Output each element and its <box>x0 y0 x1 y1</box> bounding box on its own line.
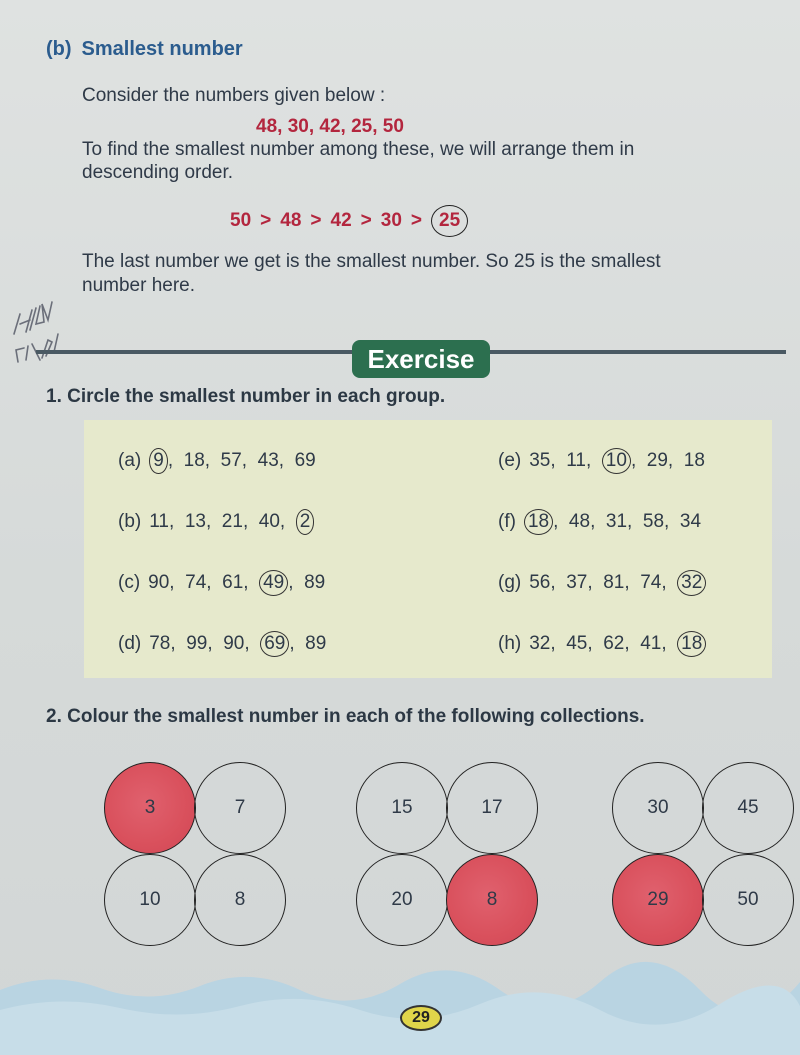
exercise-badge: Exercise <box>352 340 490 378</box>
group-number: 21 <box>221 511 243 532</box>
group-number: 43 <box>257 450 279 471</box>
group-item <box>118 450 316 472</box>
greater-than-sign: > <box>310 210 322 231</box>
group-number: 99 <box>186 633 208 654</box>
circle-number: 15 <box>391 797 413 818</box>
explain-line-2: descending order. <box>82 162 234 183</box>
greater-than-sign: > <box>260 210 272 231</box>
circle-number: 7 <box>234 797 246 818</box>
comma: , <box>206 572 223 593</box>
order-number: 50 <box>230 210 252 231</box>
footer-wave <box>0 960 800 1055</box>
group-number: 31 <box>605 511 628 532</box>
group-label: (h) <box>498 633 522 654</box>
number-circle <box>194 854 286 946</box>
order-number: 42 <box>330 210 352 231</box>
coloured-number-circle <box>612 854 704 946</box>
group-label: (g) <box>498 572 522 593</box>
circle-number: 20 <box>391 889 413 910</box>
number-circle <box>446 762 538 854</box>
circle-number: 3 <box>144 797 156 818</box>
handwritten-note-text: H/W 5/7/21 <box>6 300 12 301</box>
comma: , <box>278 450 295 471</box>
group-item <box>118 511 314 533</box>
question-1: 1. Circle the smallest number in each group. <box>46 386 446 407</box>
comma: , <box>550 633 567 654</box>
comma: , <box>244 633 261 654</box>
group-label: (d) <box>118 633 142 654</box>
comma: , <box>289 633 306 654</box>
section-title: Smallest number <box>81 38 243 60</box>
comma: , <box>667 450 684 471</box>
smallest-circled-number: 25 <box>431 205 468 237</box>
group-number: 48 <box>568 511 591 532</box>
group-item <box>118 633 326 655</box>
circle-number: 10 <box>139 889 161 910</box>
group-number: 34 <box>679 511 702 532</box>
circle-number: 30 <box>647 797 669 818</box>
group-number: 18 <box>683 450 705 471</box>
comma: , <box>587 633 604 654</box>
comma: , <box>661 572 678 593</box>
group-number: 11 <box>149 511 169 532</box>
circled-number: 32 <box>677 570 706 596</box>
group-label: (e) <box>498 450 522 471</box>
intro-text: Consider the numbers given below : <box>82 85 386 106</box>
number-circle <box>356 854 448 946</box>
coloured-number-circle <box>446 854 538 946</box>
group-number: 57 <box>220 450 242 471</box>
number-circle <box>104 854 196 946</box>
circle-number: 29 <box>647 889 669 910</box>
comma: , <box>664 511 680 532</box>
group-item <box>498 450 705 472</box>
section-label: (b) <box>46 38 72 60</box>
coloured-number-circle <box>104 762 196 854</box>
circle-number: 17 <box>481 797 503 818</box>
group-number: 81 <box>603 572 625 593</box>
group-label: (c) <box>118 572 141 593</box>
comma: , <box>550 572 567 593</box>
group-number: 56 <box>529 572 551 593</box>
group-number: 45 <box>566 633 588 654</box>
circled-number: 18 <box>677 631 706 657</box>
page-number: 29 <box>400 1005 442 1031</box>
group-item <box>498 511 701 533</box>
order-number: 48 <box>280 210 302 231</box>
explain-line-1: To find the smallest number among these, we will arrange them in <box>82 139 635 160</box>
comma: , <box>242 511 259 532</box>
group-number: 74 <box>640 572 662 593</box>
greater-than-sign: > <box>360 210 372 231</box>
comma: , <box>624 572 641 593</box>
comma: , <box>207 633 224 654</box>
circle-number: 45 <box>737 797 759 818</box>
group-number: 89 <box>305 633 327 654</box>
comma: , <box>204 450 221 471</box>
group-item <box>498 633 706 655</box>
circle-number: 50 <box>737 889 759 910</box>
group-number: 13 <box>184 511 206 532</box>
group-number: 29 <box>646 450 668 471</box>
circled-number: 69 <box>260 631 289 657</box>
group-label: (a) <box>118 450 142 471</box>
circled-number: 9 <box>149 448 168 474</box>
group-number: 35 <box>529 450 551 471</box>
circle-number: 8 <box>234 889 246 910</box>
group-label: (b) <box>118 511 142 532</box>
conclusion-line-2: number here. <box>82 275 196 296</box>
comma: , <box>661 633 678 654</box>
handwritten-note <box>6 300 78 370</box>
comma: , <box>170 633 187 654</box>
comma: , <box>587 572 604 593</box>
group-number: 37 <box>566 572 588 593</box>
group-number: 18 <box>183 450 205 471</box>
comma: , <box>168 511 185 532</box>
comma: , <box>624 633 641 654</box>
section-heading <box>46 38 243 61</box>
group-item <box>118 572 325 594</box>
number-list: 48, 30, 42, 25, 50 <box>256 116 404 137</box>
question-2: 2. Colour the smallest number in each of the following collections. <box>46 706 645 727</box>
number-circle <box>702 854 794 946</box>
comma: , <box>167 450 184 471</box>
group-number: 78 <box>149 633 171 654</box>
comma: , <box>169 572 186 593</box>
comma: , <box>630 450 647 471</box>
circled-number: 49 <box>259 570 288 596</box>
comma: , <box>205 511 222 532</box>
number-circle <box>612 762 704 854</box>
group-number: 89 <box>304 572 326 593</box>
group-label: (f) <box>498 511 516 532</box>
group-number: 69 <box>294 450 316 471</box>
number-circle <box>356 762 448 854</box>
number-circle <box>194 762 286 854</box>
circle-number: 8 <box>486 889 498 910</box>
descending-order-sequence <box>230 205 468 237</box>
greater-than-sign: > <box>410 210 422 231</box>
group-number: 41 <box>640 633 662 654</box>
circled-number: 18 <box>524 509 553 535</box>
conclusion-line-1: The last number we get is the smallest number. So 25 is the smallest <box>82 251 661 272</box>
comma: , <box>585 450 602 471</box>
comma: , <box>288 572 305 593</box>
comma: , <box>279 511 296 532</box>
comma: , <box>553 511 569 532</box>
group-number: 90 <box>148 572 170 593</box>
comma: , <box>550 450 567 471</box>
group-number: 74 <box>185 572 207 593</box>
group-number: 90 <box>223 633 245 654</box>
group-number: 62 <box>603 633 625 654</box>
comma: , <box>590 511 606 532</box>
group-number: 32 <box>529 633 551 654</box>
group-item <box>498 572 706 594</box>
number-circle <box>702 762 794 854</box>
circled-number: 10 <box>602 448 631 474</box>
comma: , <box>627 511 643 532</box>
comma: , <box>241 450 258 471</box>
group-number: 11 <box>566 450 586 471</box>
group-number: 61 <box>222 572 244 593</box>
comma: , <box>243 572 260 593</box>
group-number: 40 <box>258 511 280 532</box>
group-number: 58 <box>642 511 665 532</box>
circled-number: 2 <box>296 509 315 535</box>
order-number: 30 <box>380 210 402 231</box>
